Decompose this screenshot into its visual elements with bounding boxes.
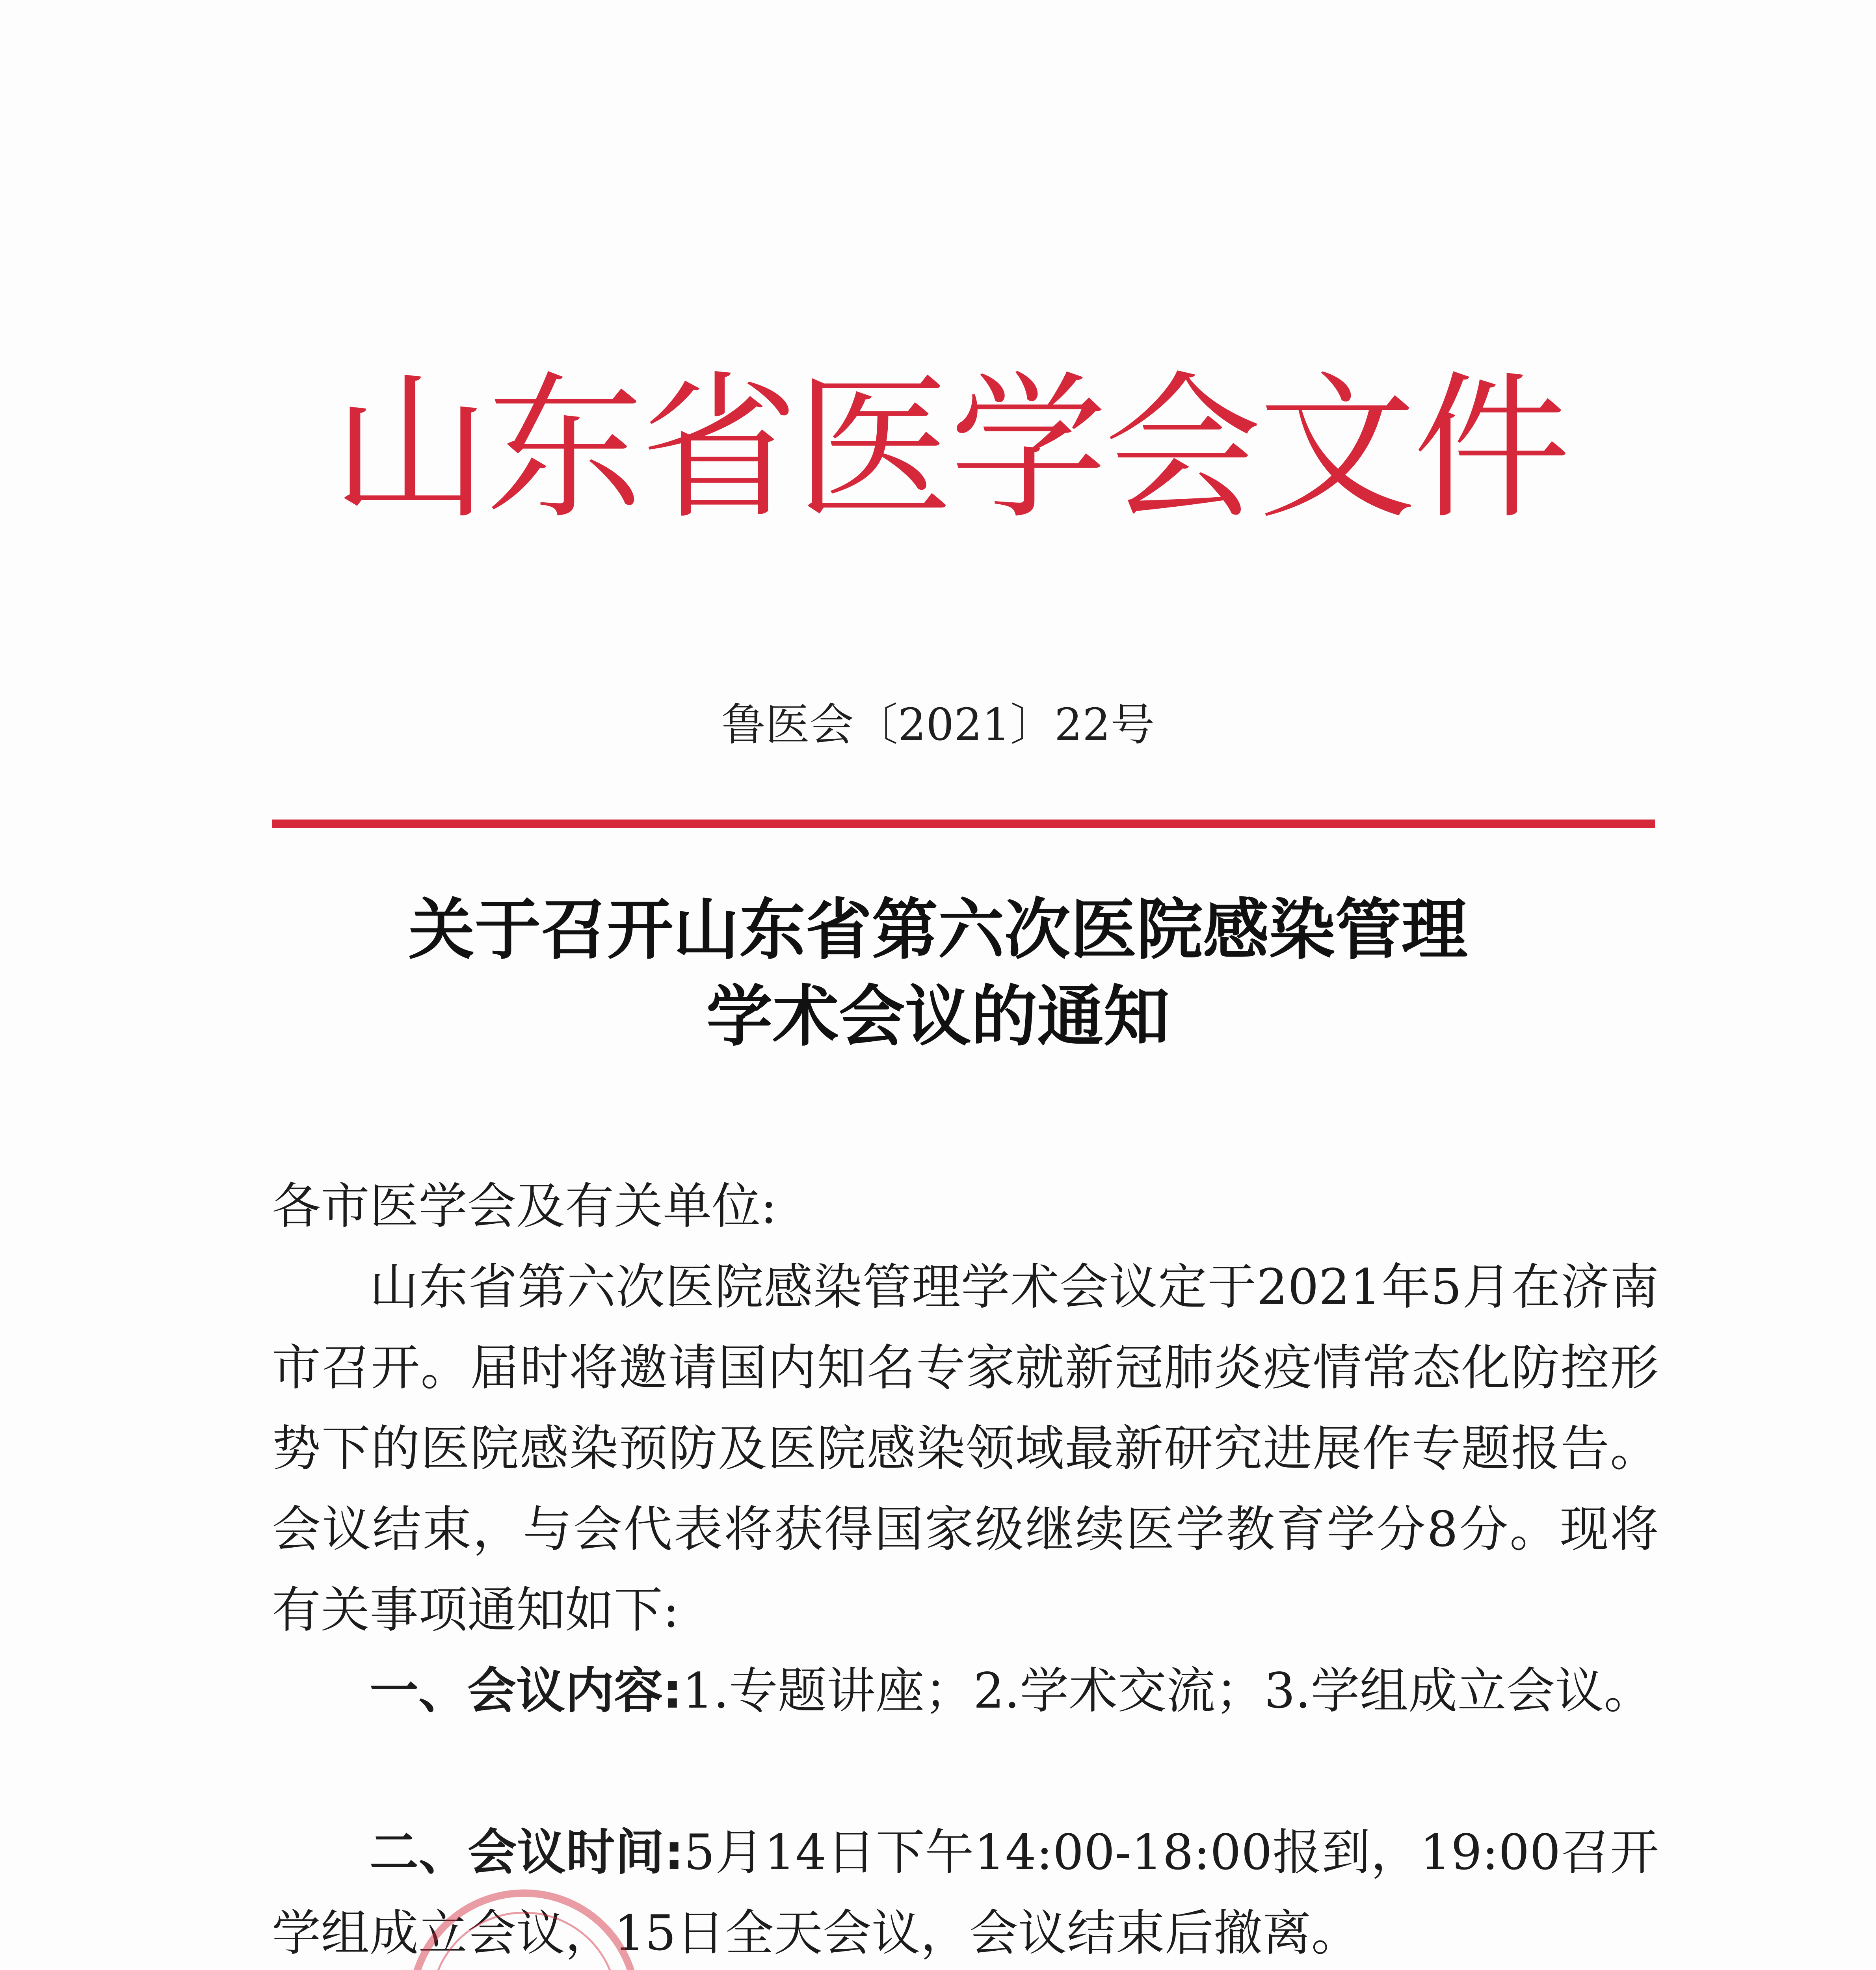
section-heading: 一、会议内容:: [370, 1663, 682, 1719]
red-divider-rule: [272, 820, 1655, 828]
official-seal-stamp: [402, 1883, 646, 1970]
document-masthead: 山东省医学会文件: [332, 357, 1567, 541]
document-number: 鲁医会〔2021〕22号: [721, 699, 1155, 751]
section-heading: 二、会议时间:: [370, 1824, 684, 1881]
notice-title-line-1: 关于召开山东省第六次医院感染管理: [408, 891, 1468, 968]
section-text: 1.专题讲座；2.学术交流；3.学组成立会议。: [682, 1663, 1653, 1719]
intro-paragraph: 山东省第六次医院感染管理学术会议定于2021年5月在济南市召开。届时将邀请国内知名专家就新冠肺炎疫情常态化防控形势下的医院感染预防及医院感染领域最新研究进展作专题报告。会议结束，与会代表将获得国家级继续医学教育学分8分。现将有关事项通知如下:: [272, 1259, 1659, 1639]
section-text: 5月14日下午14:00-18:00报到，19:00召开学组成立会议，15日全天会议，会议结束后撤离。: [272, 1824, 1659, 1962]
section-meeting-content: [272, 1651, 1659, 1732]
notice-title-line-2: 学术会议的通知: [706, 978, 1170, 1055]
salutation: 各市医学会及有关单位:: [272, 1178, 777, 1235]
